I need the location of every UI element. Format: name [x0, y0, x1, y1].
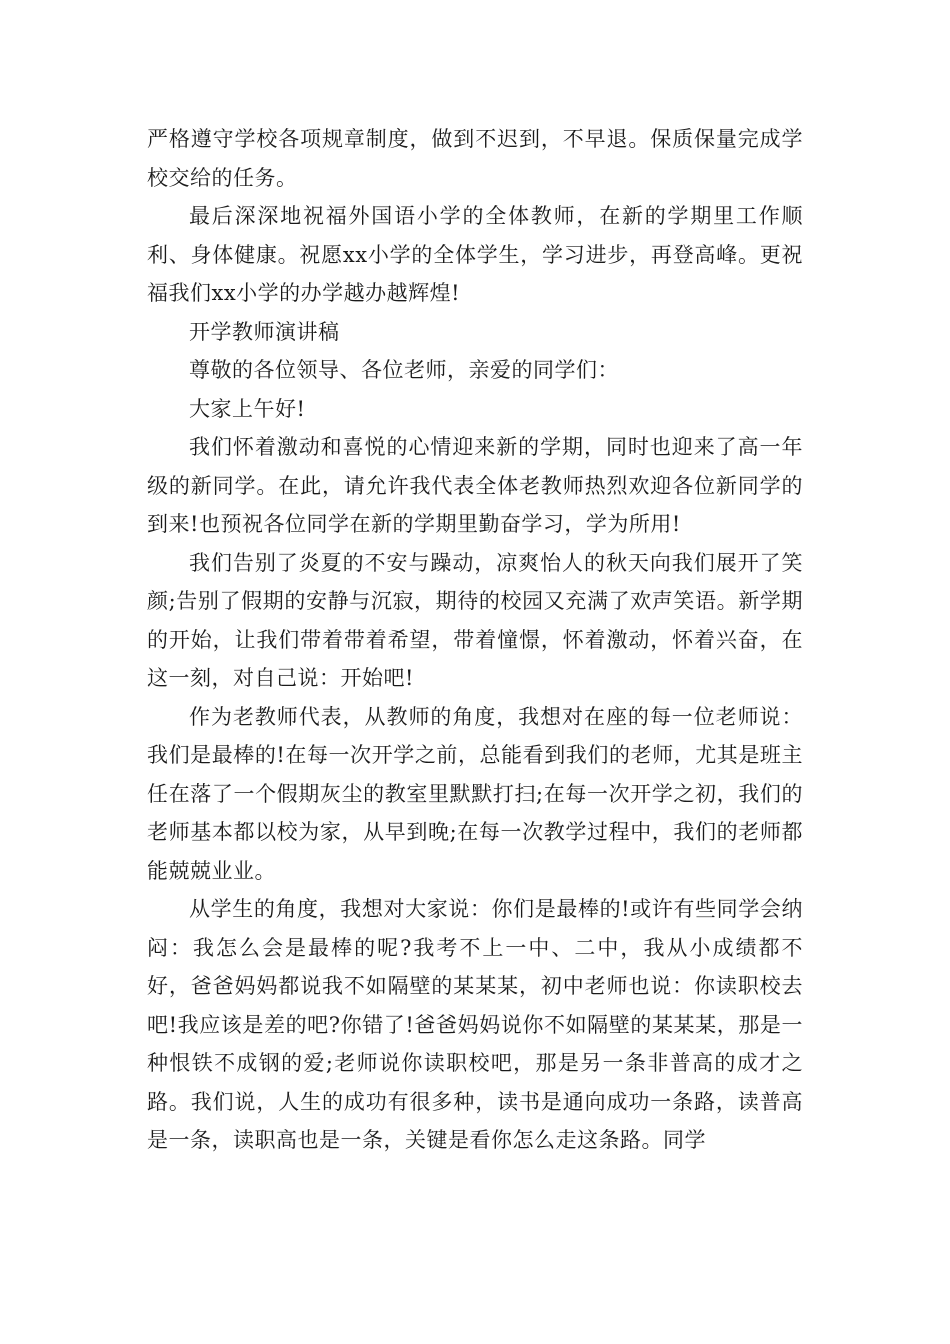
salutation: 尊敬的各位领导、各位老师，亲爱的同学们： [189, 358, 619, 382]
paragraph-teachers: 作为老教师代表，从教师的角度，我想对在座的每一位老师说：我们是最棒的!在每一次开学之前，总能看到我们的老师，尤其是班主任在落了一个假期灰尘的教室里默默打扫;在每一次开学之初，我们的老师基本都以校为家，从早到晚;在每一次教学过程中，我们的老师都能兢兢业业。 [147, 704, 803, 883]
paragraph-rules: 严格遵守学校各项规章制度，做到不迟到，不早退。保质保量完成学校交给的任务。 [147, 127, 803, 190]
paragraph-blessing: 最后深深地祝福外国语小学的全体教师，在新的学期里工作顺利、身体健康。祝愿xx小学的全体学生，学习进步，再登高峰。更祝福我们xx小学的办学越办越辉煌! [147, 204, 803, 305]
speech-title: 开学教师演讲稿 [189, 319, 340, 344]
paragraph-students: 从学生的角度，我想对大家说：你们是最棒的!或许有些同学会纳闷：我怎么会是最棒的呢?我考不上一中、二中，我从小成绩都不好，爸爸妈妈都说我不如隔壁的某某某，初中老师也说：你读职校去吧!我应该是差的吧?你错了!爸爸妈妈说你不如隔壁的某某某，那是一种恨铁不成钢的爱;老师说你读职校吧，那是另一条非普高的成才之路。我们说，人生的成功有很多种，读书是通向成功一条路，读普高是一条，读职高也是一条，关键是看你怎么走这条路。同学 [147, 897, 803, 1152]
greeting: 大家上午好! [189, 396, 306, 421]
document-body [147, 120, 803, 1160]
paragraph-new-term: 我们告别了炎夏的不安与躁动，凉爽怡人的秋天向我们展开了笑颜;告别了假期的安静与沉寂，期待的校园又充满了欢声笑语。新学期的开始，让我们带着带着希望，带着憧憬，怀着激动，怀着兴奋，在这一刻，对自己说：开始吧! [147, 550, 803, 690]
paragraph-welcome: 我们怀着激动和喜悦的心情迎来新的学期，同时也迎来了高一年级的新同学。在此，请允许我代表全体老教师热烈欢迎各位新同学的到来!也预祝各位同学在新的学期里勤奋学习，学为所用! [147, 435, 803, 536]
